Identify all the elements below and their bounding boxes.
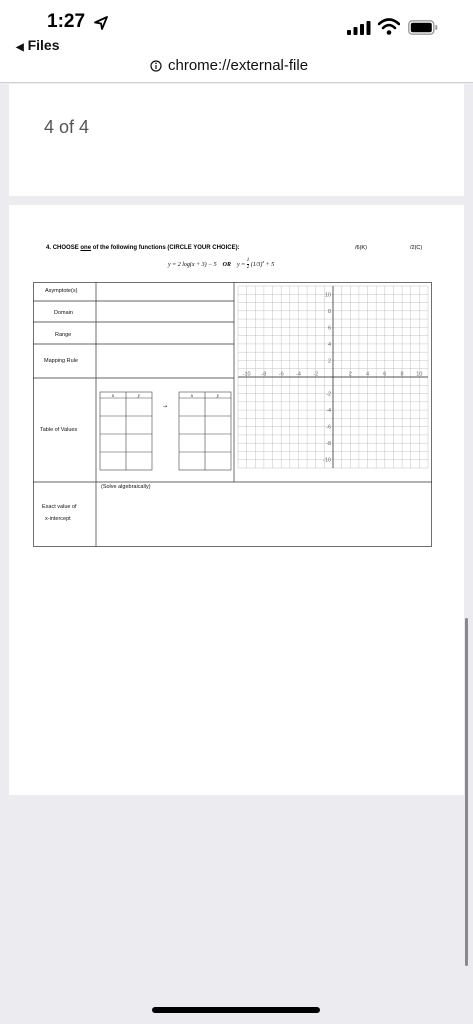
formula-frac-num: 1 xyxy=(246,258,250,263)
y-tick-label: -10 xyxy=(323,457,331,464)
x-tick-label: 2 xyxy=(348,371,352,378)
coordinate-grid[interactable] xyxy=(238,286,428,468)
page-indicator: 4 of 4 xyxy=(44,117,90,137)
formula-exp: x xyxy=(262,258,265,264)
row-label-exact-1: Exact value of xyxy=(42,504,77,510)
question-prefix: CHOOSE xyxy=(52,245,79,251)
location-arrow-icon xyxy=(93,15,109,31)
question-suffix: of the following functions (CIRCLE YOUR CHOICE): xyxy=(92,245,240,251)
y-tick-label: 10 xyxy=(324,292,331,299)
y-tick-label: 6 xyxy=(327,325,331,332)
table-right-x-header: x xyxy=(190,394,194,399)
row-label-table: Table of Values xyxy=(40,427,78,433)
formula-exp-suffix: + 5 xyxy=(265,261,275,268)
table-of-values-right[interactable] xyxy=(179,392,231,470)
question-title xyxy=(46,245,240,251)
y-tick-label: 2 xyxy=(327,358,331,365)
question-emphasis: one xyxy=(80,245,92,251)
row-label-domain: Domain xyxy=(54,310,73,316)
table-right-y-header: y xyxy=(216,394,220,399)
status-time: 1:27 xyxy=(47,11,86,32)
row-label-mapping: Mapping Rule xyxy=(44,358,78,364)
formula-log: y = 2 log(x + 3) − 5 xyxy=(168,261,217,268)
url-text[interactable]: chrome://external-file xyxy=(168,57,309,74)
table-left-x-header: x xyxy=(111,394,115,399)
home-indicator[interactable] xyxy=(152,1007,320,1013)
x-tick-label: 6 xyxy=(383,371,387,378)
worksheet-table xyxy=(33,282,433,548)
x-tick-label: -2 xyxy=(313,371,319,378)
info-icon[interactable] xyxy=(150,60,162,72)
y-tick-label: 8 xyxy=(327,308,331,315)
formula-base: (1/3) xyxy=(250,261,263,268)
table-of-values-left[interactable] xyxy=(100,392,152,470)
formula-or: OR xyxy=(222,261,231,268)
x-tick-label: -10 xyxy=(242,371,251,378)
row-label-exact-2: x-intercept xyxy=(45,516,71,522)
x-tick-label: 10 xyxy=(416,371,423,378)
mapping-arrow: → xyxy=(162,404,168,410)
y-tick-label: -4 xyxy=(326,408,331,415)
x-tick-label: -4 xyxy=(296,371,301,378)
function-choices xyxy=(168,258,274,271)
row-label-range: Range xyxy=(55,332,72,338)
y-tick-label: -2 xyxy=(326,391,331,398)
pdf-page-previous xyxy=(9,84,464,196)
wifi-icon xyxy=(378,18,400,35)
y-tick-label: 4 xyxy=(327,341,331,348)
formula-frac-den: 2 xyxy=(246,265,250,270)
x-tick-label: 8 xyxy=(400,371,404,378)
x-tick-label: -8 xyxy=(261,371,267,378)
cellular-signal-icon xyxy=(347,21,371,35)
y-tick-label: -8 xyxy=(326,441,331,448)
back-to-files-button[interactable] xyxy=(16,37,60,53)
row-label-asymptotes: Asymptote(s) xyxy=(45,288,78,294)
battery-icon xyxy=(408,20,438,35)
scrollbar[interactable] xyxy=(465,618,468,966)
table-left-y-header: y xyxy=(137,394,141,399)
question-number: 4. xyxy=(46,245,52,251)
back-files-label: Files xyxy=(27,37,60,53)
x-tick-label: -6 xyxy=(278,371,284,378)
score-communication: /2(C) xyxy=(410,245,423,251)
formula-exp-prefix: y = xyxy=(236,261,246,268)
back-triangle-icon: ◀ xyxy=(16,42,24,53)
solve-note: (Solve algebraically) xyxy=(101,484,151,490)
score-knowledge: /6(K) xyxy=(355,245,367,251)
x-tick-label: 4 xyxy=(366,371,370,378)
y-tick-label: -6 xyxy=(326,424,331,431)
status-bar xyxy=(0,0,473,56)
